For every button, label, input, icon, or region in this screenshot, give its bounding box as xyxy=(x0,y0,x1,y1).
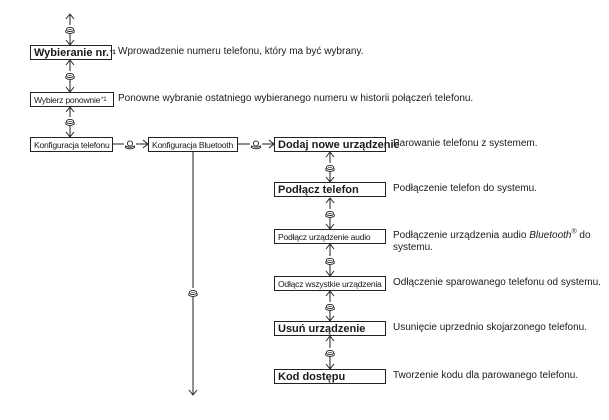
bt-menu-item-description: Usunięcie uprzednio skojarzonego telefonu. xyxy=(393,322,588,333)
menu-item-redial-label: Wybierz ponownie xyxy=(34,94,101,105)
menu-item-phone-setup-label: Konfiguracja telefonu xyxy=(34,139,110,150)
menu-item-dial-description: Wprowadzenie numeru telefonu, który ma być wybrany. xyxy=(118,46,364,57)
bt-menu-passcode[interactable] xyxy=(274,369,386,384)
bt-menu-item-description: Tworzenie kodu dla parowanego telefonu. xyxy=(393,370,579,381)
bt-menu-item-label: Dodaj nowe urządzenie xyxy=(278,138,400,151)
description-text: do systemu. xyxy=(393,230,591,253)
registered-mark: ® xyxy=(571,228,577,236)
description-bluetooth-word: Bluetooth xyxy=(529,230,572,241)
bt-menu-item-description: Parowanie telefonu z systemem. xyxy=(393,138,538,149)
bt-menu-connect-phone[interactable] xyxy=(274,182,386,197)
menu-item-redial-description: Ponowne wybranie ostatniego wybieranego numeru w historii połączeń telefonu. xyxy=(118,93,474,104)
menu-item-dial[interactable]: Wybieranie nr. *1 xyxy=(30,45,112,60)
description-text: Podłączenie urządzenia audio xyxy=(393,230,530,241)
bt-menu-item-description: Podłączenie telefon do systemu. xyxy=(393,183,537,194)
bt-menu-disconnect-all[interactable] xyxy=(274,276,386,291)
bt-menu-item-label: Kod dostępu xyxy=(278,370,346,383)
bt-menu-item-label: Odłącz wszystkie urządzenia xyxy=(278,278,382,289)
bt-menu-item-description xyxy=(393,230,609,254)
bt-menu-item-label: Usuń urządzenie xyxy=(278,322,366,335)
menu-item-dial-label: Wybieranie nr. xyxy=(34,46,109,59)
menu-item-bluetooth-setup[interactable] xyxy=(148,137,238,152)
menu-item-redial[interactable]: Wybierz ponownie *1 xyxy=(30,92,114,107)
bt-menu-item-description: Odłączenie sparowanego telefonu od systemu. xyxy=(393,277,601,288)
menu-item-phone-setup[interactable] xyxy=(30,137,113,152)
bt-menu-item-label: Podłącz urządzenie audio xyxy=(278,231,371,242)
bt-menu-delete-device[interactable] xyxy=(274,321,386,336)
menu-item-bluetooth-setup-label: Konfiguracja Bluetooth xyxy=(152,139,233,150)
bt-menu-item-label: Podłącz telefon xyxy=(278,183,359,196)
bt-menu-connect-audio[interactable] xyxy=(274,229,386,244)
bt-menu-add-device[interactable] xyxy=(274,137,400,152)
